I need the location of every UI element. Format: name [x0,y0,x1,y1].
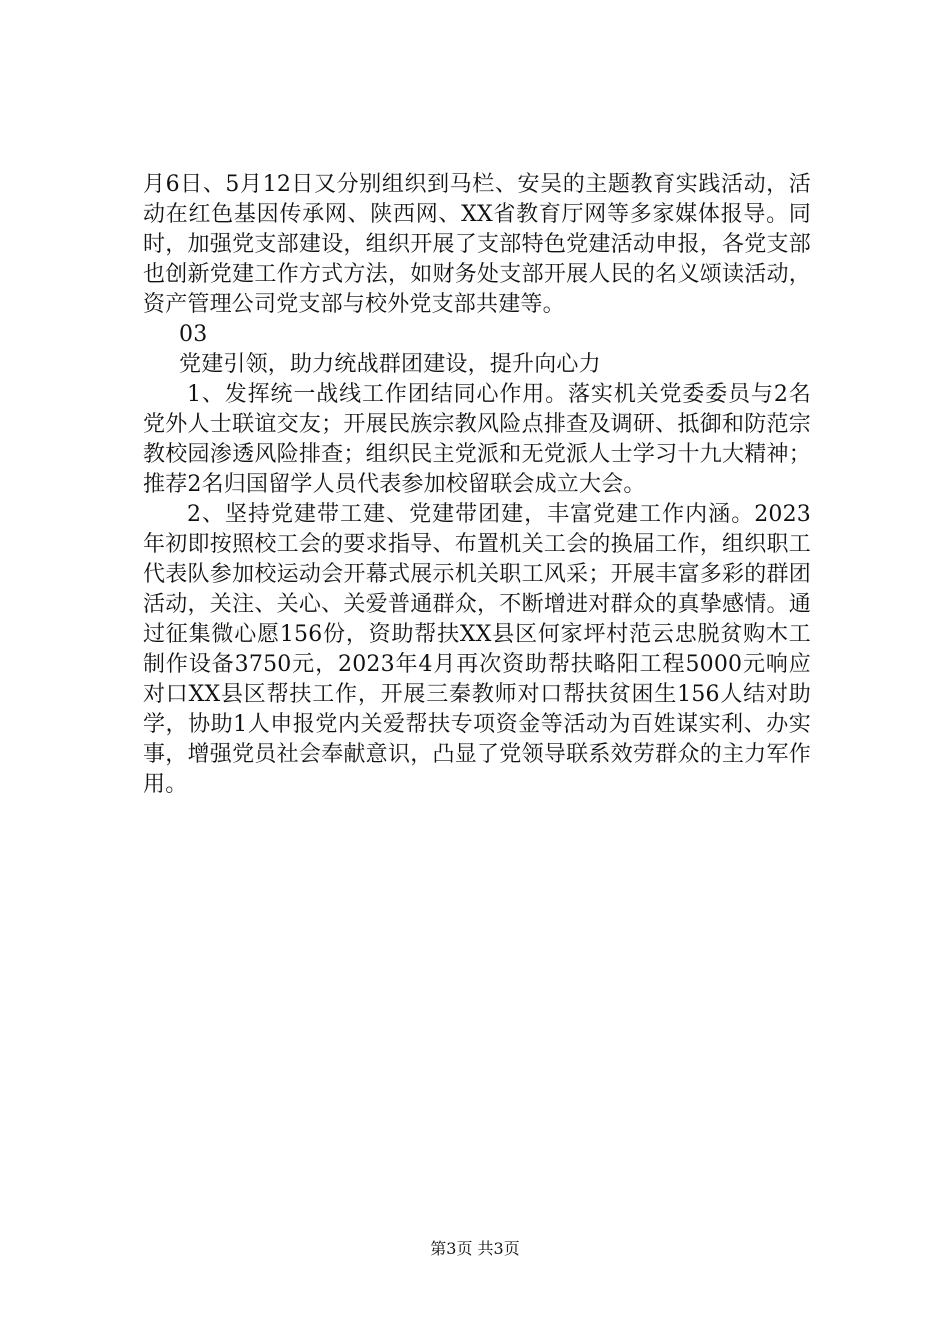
document-body [143,170,811,800]
section-number: 03 [179,322,208,347]
paragraph-united-front: 1、发挥统一战线工作团结同心作用。落实机关党委委员与2名党外人士联谊交友；开展民族宗教风险点排查及调研、抵御和防范宗教校园渗透风险排查；组织民主党派和无党派人士学习十九大精神；推荐2名归国留学人员代表参加校留联会成立大会。 [143,382,811,497]
paragraph-mass-organizations: 2、坚持党建带工建、党建带团建，丰富党建工作内涵。2023年初即按照校工会的要求指导、布置机关工会的换届工作，组织职工代表队参加校运动会开幕式展示机关职工风采；开展丰富多彩的群团活动，关注、关心、关爱普通群众，不断增进对群众的真挚感情。通过征集微心愿156份，资助帮扶XX县区何家坪村范云忠脱贫购木工制作设备3750元，2023年4月再次资助帮扶略阳工程5000元响应对口XX县区帮扶工作，开展三秦教师对口帮扶贫困生156人结对助学，协助1人申报党内关爱帮扶专项资金等活动为百姓谋实利、办实事，增强党员社会奉献意识，凸显了党领导联系效劳群众的主力军作用。 [143,502,811,797]
paragraph-continued: 月6日、5月12日又分别组织到马栏、安吴的主题教育实践活动，活动在红色基因传承网、陕西网、XX省教育厅网等多家媒体报导。同时，加强党支部建设，组织开展了支部特色党建活动申报，各党支部也创新党建工作方式方法，如财务处支部开展人民的名义颂读活动，资产管理公司党支部与校外党支部共建等。 [143,172,811,317]
section-title: 党建引领，助力统战群团建设，提升向心力 [179,352,601,377]
page-footer: 第3页 共3页 [430,1239,520,1258]
